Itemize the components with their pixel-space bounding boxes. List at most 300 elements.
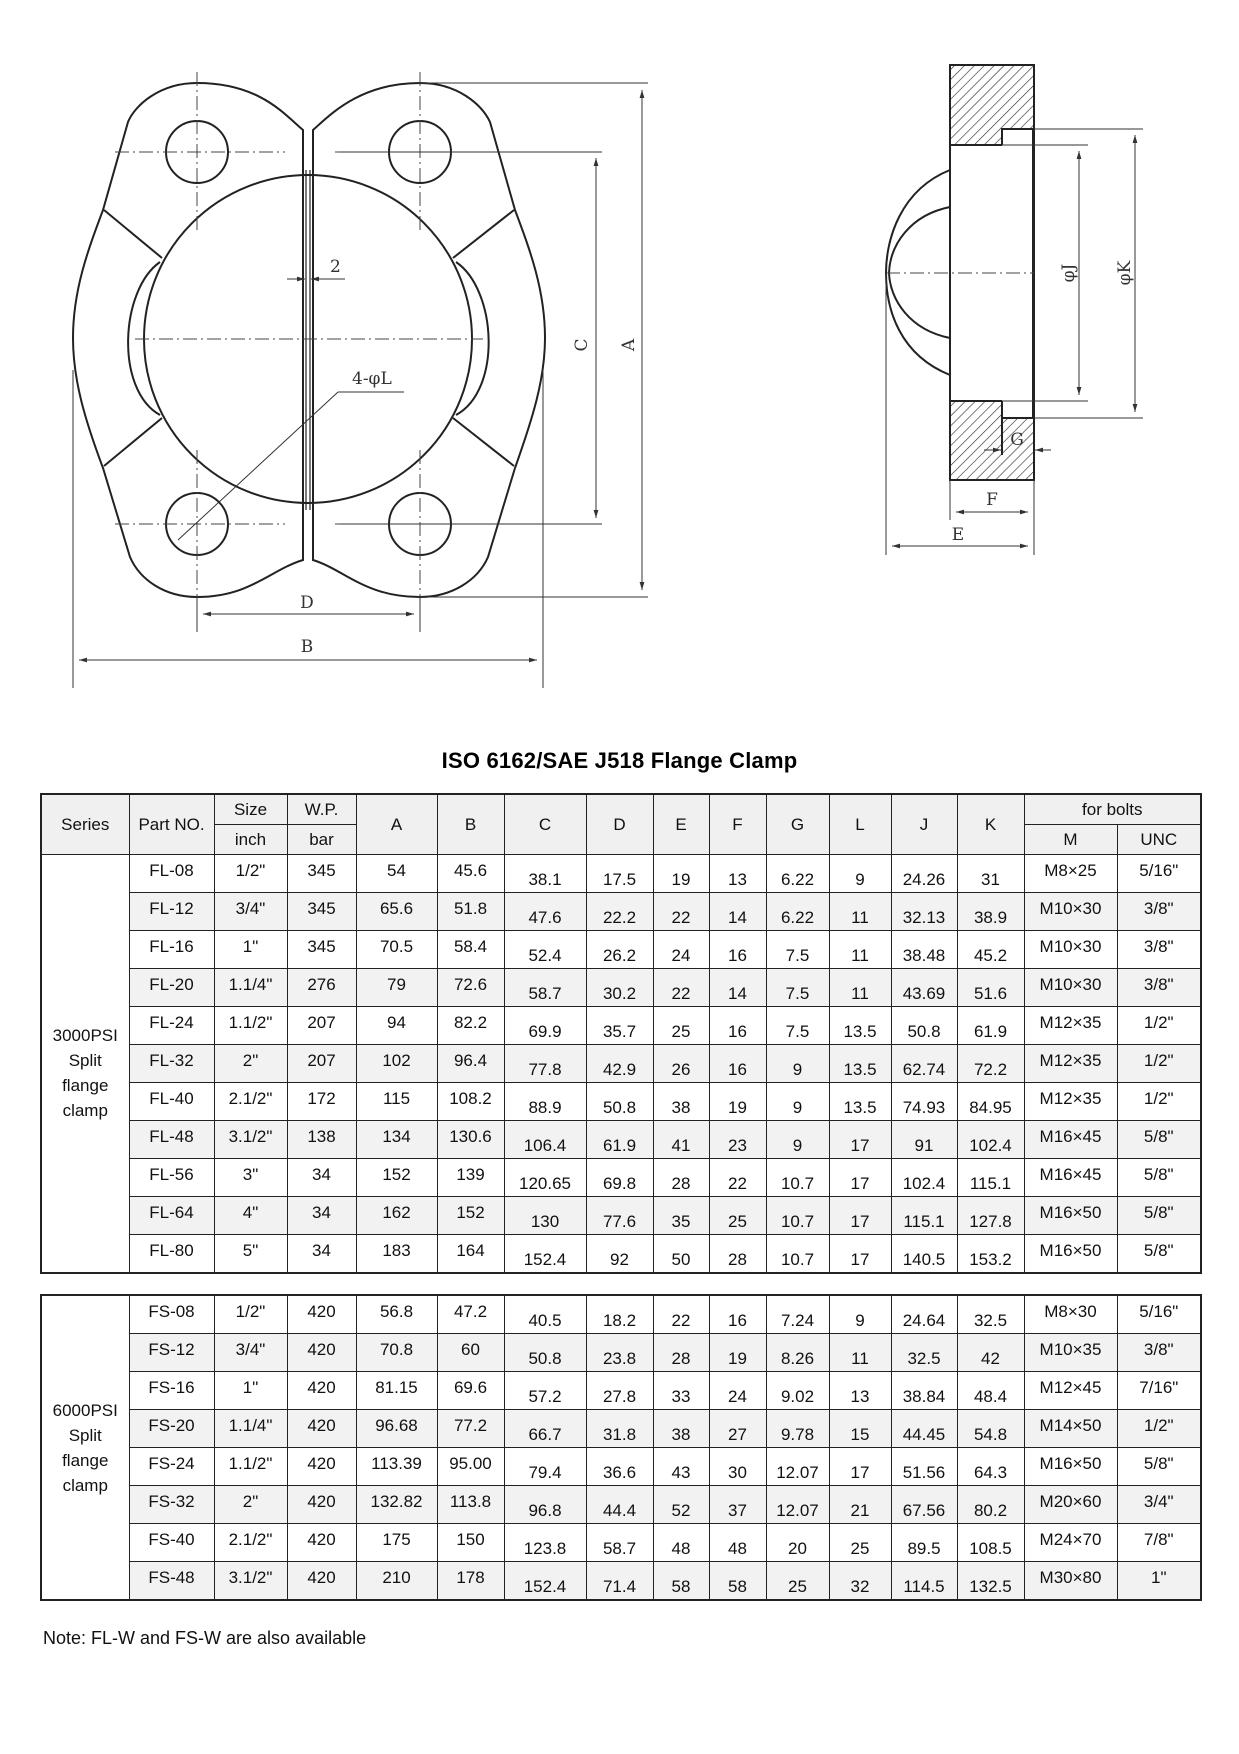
cell-value: 420 bbox=[307, 1415, 336, 1435]
cell-dim-b bbox=[437, 1197, 504, 1235]
cell-value: 17 bbox=[850, 1173, 870, 1193]
cell-value: 178 bbox=[456, 1567, 485, 1587]
cell-bolt-unc bbox=[1117, 1083, 1201, 1121]
cell-value: 276 bbox=[307, 974, 336, 994]
cell-dim-b bbox=[437, 1121, 504, 1159]
cell-value: 32.5 bbox=[973, 1310, 1008, 1330]
cell-value: 9 bbox=[855, 869, 865, 889]
cell-value: M16×50 bbox=[1039, 1240, 1102, 1260]
cell-dim-j bbox=[891, 969, 957, 1007]
cell-bolt-unc bbox=[1117, 1045, 1201, 1083]
cell-value: 38.48 bbox=[902, 945, 946, 965]
cell-value: FS-12 bbox=[148, 1339, 195, 1359]
cell-dim-b bbox=[437, 931, 504, 969]
cell-value: 50.8 bbox=[528, 1348, 562, 1368]
cell-value: 33 bbox=[671, 1386, 691, 1406]
cell-dim-j bbox=[891, 1448, 957, 1486]
table-row bbox=[41, 1372, 1201, 1410]
cell-dim-c bbox=[504, 855, 586, 893]
header-l: L bbox=[829, 794, 891, 855]
cell-value: 115.1 bbox=[969, 1173, 1012, 1193]
cell-value: 114.5 bbox=[903, 1576, 945, 1596]
cell-dim-d bbox=[586, 855, 653, 893]
cell-dim-k bbox=[957, 1007, 1024, 1045]
cell-dim-a bbox=[356, 1045, 437, 1083]
cell-value: 7/8" bbox=[1143, 1529, 1174, 1549]
cell-dim-e bbox=[653, 1007, 709, 1045]
cell-size bbox=[214, 1486, 287, 1524]
header-f: F bbox=[709, 794, 766, 855]
cell-dim-g bbox=[766, 1372, 829, 1410]
cell-dim-d bbox=[586, 1083, 653, 1121]
cell-dim-b bbox=[437, 1334, 504, 1372]
cell-dim-e bbox=[653, 1159, 709, 1197]
cell-dim-a bbox=[356, 1007, 437, 1045]
table-row bbox=[41, 1334, 1201, 1372]
series-label-line: flange bbox=[62, 1075, 109, 1095]
cell-value: 152 bbox=[382, 1164, 411, 1184]
cell-value: M14×50 bbox=[1039, 1415, 1102, 1435]
cell-value: 9 bbox=[855, 1310, 865, 1330]
cell-value: 60 bbox=[461, 1339, 480, 1359]
cell-value: 420 bbox=[307, 1453, 336, 1473]
table-row bbox=[41, 1197, 1201, 1235]
cell-value: 1.1/4" bbox=[228, 1415, 273, 1435]
header-j: J bbox=[891, 794, 957, 855]
cell-bolt-unc bbox=[1117, 1562, 1201, 1601]
cell-dim-c bbox=[504, 1007, 586, 1045]
cell-dim-a bbox=[356, 1121, 437, 1159]
cell-dim-k bbox=[957, 1045, 1024, 1083]
cell-value: 22.2 bbox=[602, 907, 637, 927]
cell-dim-e bbox=[653, 1121, 709, 1159]
cell-dim-l bbox=[829, 1410, 891, 1448]
cell-value: 74.93 bbox=[902, 1097, 946, 1117]
cell-dim-b bbox=[437, 969, 504, 1007]
cell-value: 50.8 bbox=[907, 1021, 941, 1041]
cell-dim-e bbox=[653, 1562, 709, 1601]
cell-value: 25 bbox=[850, 1538, 870, 1558]
cell-dim-f bbox=[709, 1410, 766, 1448]
cell-value: 32.5 bbox=[907, 1348, 941, 1368]
cell-value: 30 bbox=[728, 1462, 747, 1482]
cell-value: FS-20 bbox=[148, 1415, 195, 1435]
cell-bolt-m bbox=[1024, 1083, 1117, 1121]
cell-value: M8×30 bbox=[1044, 1301, 1097, 1321]
cell-value: 23 bbox=[728, 1135, 747, 1155]
cell-value: 8.26 bbox=[780, 1348, 815, 1368]
cell-value: 88.9 bbox=[528, 1097, 562, 1117]
cell-part-no bbox=[129, 1295, 214, 1334]
dimension-j-label: φJ bbox=[1059, 263, 1079, 283]
cell-dim-j bbox=[891, 1197, 957, 1235]
cell-dim-j bbox=[891, 1334, 957, 1372]
series-label-line: 3000PSI bbox=[52, 1025, 118, 1045]
cell-value: 66.7 bbox=[528, 1424, 562, 1444]
cell-dim-j bbox=[891, 1562, 957, 1601]
cell-value: 172 bbox=[307, 1088, 336, 1108]
cell-value: 43.69 bbox=[902, 983, 946, 1003]
cell-bolt-m bbox=[1024, 1372, 1117, 1410]
cell-value: 14 bbox=[728, 983, 747, 1003]
series-label-line: flange bbox=[62, 1450, 109, 1470]
cell-bolt-m bbox=[1024, 931, 1117, 969]
cell-value: FS-16 bbox=[148, 1377, 195, 1397]
cell-dim-f bbox=[709, 1524, 766, 1562]
table-row bbox=[41, 893, 1201, 931]
cell-value: 58.4 bbox=[453, 936, 488, 956]
cell-value: 6.22 bbox=[780, 907, 815, 927]
cell-dim-f bbox=[709, 1007, 766, 1045]
cell-dim-j bbox=[891, 1235, 957, 1274]
cell-part-no bbox=[129, 1121, 214, 1159]
cell-value: 52 bbox=[671, 1500, 691, 1520]
cell-value: 102.4 bbox=[969, 1135, 1012, 1155]
cell-value: 5/8" bbox=[1143, 1126, 1174, 1146]
cell-value: 420 bbox=[307, 1529, 336, 1549]
cell-dim-d bbox=[586, 893, 653, 931]
cell-dim-d bbox=[586, 931, 653, 969]
cell-value: 50 bbox=[671, 1249, 691, 1269]
cell-value: FL-12 bbox=[149, 898, 194, 918]
cell-value: 34 bbox=[312, 1164, 331, 1184]
cell-wp bbox=[287, 1562, 356, 1601]
cell-value: 134 bbox=[382, 1126, 411, 1146]
table-row bbox=[41, 1121, 1201, 1159]
cell-dim-d bbox=[586, 1410, 653, 1448]
cell-wp bbox=[287, 969, 356, 1007]
cell-value: 130.6 bbox=[449, 1126, 492, 1146]
cell-value: FS-48 bbox=[148, 1567, 195, 1587]
cell-value: 3/8" bbox=[1143, 936, 1174, 956]
cell-dim-l bbox=[829, 1007, 891, 1045]
cell-value: 17 bbox=[850, 1462, 870, 1482]
cell-bolt-unc bbox=[1117, 893, 1201, 931]
cell-value: M16×45 bbox=[1039, 1126, 1102, 1146]
cell-value: 345 bbox=[307, 898, 336, 918]
dimension-c-label: C bbox=[572, 338, 592, 352]
cell-dim-d bbox=[586, 1334, 653, 1372]
header-part-no: Part NO. bbox=[129, 794, 214, 855]
cell-value: 22 bbox=[671, 983, 691, 1003]
series-label-line: clamp bbox=[62, 1100, 108, 1120]
cell-value: 44.4 bbox=[602, 1500, 637, 1520]
cell-wp bbox=[287, 1045, 356, 1083]
cell-dim-l bbox=[829, 1295, 891, 1334]
cell-dim-k bbox=[957, 931, 1024, 969]
cell-value: 25 bbox=[671, 1021, 691, 1041]
cell-dim-g bbox=[766, 1524, 829, 1562]
cell-value: 38.84 bbox=[902, 1386, 946, 1406]
cell-value: 84.95 bbox=[969, 1097, 1012, 1117]
cell-value: 23.8 bbox=[602, 1348, 637, 1368]
cell-dim-j bbox=[891, 1486, 957, 1524]
cell-dim-b bbox=[437, 1524, 504, 1562]
cell-value: 1" bbox=[1151, 1567, 1167, 1587]
cell-value: 13.5 bbox=[843, 1021, 877, 1041]
cell-value: 4" bbox=[242, 1202, 259, 1222]
cell-value: 51.56 bbox=[902, 1462, 946, 1482]
cell-value: 64.3 bbox=[973, 1462, 1008, 1482]
cell-value: 22 bbox=[671, 1310, 691, 1330]
cell-value: 54 bbox=[387, 860, 406, 880]
cell-value: 77.8 bbox=[528, 1059, 562, 1079]
cell-part-no bbox=[129, 855, 214, 893]
cell-dim-d bbox=[586, 1524, 653, 1562]
cell-dim-l bbox=[829, 1448, 891, 1486]
cell-wp bbox=[287, 1295, 356, 1334]
cell-value: 69.6 bbox=[453, 1377, 488, 1397]
cell-value: 3/8" bbox=[1143, 898, 1174, 918]
cell-value: 2" bbox=[242, 1491, 259, 1511]
header-wp-unit: bar bbox=[287, 825, 356, 855]
cell-value: 34 bbox=[312, 1240, 331, 1260]
cell-bolt-unc bbox=[1117, 1334, 1201, 1372]
cell-dim-e bbox=[653, 1235, 709, 1274]
cell-value: 52.4 bbox=[528, 945, 562, 965]
header-series: Series bbox=[41, 794, 129, 855]
cell-wp bbox=[287, 1197, 356, 1235]
cell-value: 106.4 bbox=[523, 1135, 567, 1155]
cell-value: 1.1/4" bbox=[228, 974, 273, 994]
cell-dim-a bbox=[356, 1334, 437, 1372]
cell-dim-e bbox=[653, 855, 709, 893]
cell-value: 22 bbox=[671, 907, 691, 927]
cell-wp bbox=[287, 1372, 356, 1410]
cell-dim-a bbox=[356, 855, 437, 893]
cell-value: 26.2 bbox=[602, 945, 637, 965]
cell-part-no bbox=[129, 1372, 214, 1410]
cell-dim-c bbox=[504, 1448, 586, 1486]
cell-value: 32 bbox=[850, 1576, 870, 1596]
cell-dim-l bbox=[829, 1562, 891, 1601]
cell-dim-j bbox=[891, 1159, 957, 1197]
cell-dim-j bbox=[891, 1524, 957, 1562]
cell-wp bbox=[287, 1235, 356, 1274]
cell-part-no bbox=[129, 1045, 214, 1083]
cell-wp bbox=[287, 855, 356, 893]
cell-value: 1" bbox=[242, 1377, 259, 1397]
cell-dim-g bbox=[766, 1159, 829, 1197]
cell-size bbox=[214, 893, 287, 931]
cell-dim-g bbox=[766, 931, 829, 969]
cell-value: 13.5 bbox=[843, 1097, 877, 1117]
cell-bolt-m bbox=[1024, 1562, 1117, 1601]
cell-wp bbox=[287, 1083, 356, 1121]
cell-value: 11 bbox=[851, 983, 869, 1003]
cell-value: 123.8 bbox=[523, 1538, 567, 1558]
cell-value: 9 bbox=[792, 1135, 803, 1155]
cell-dim-a bbox=[356, 1159, 437, 1197]
cell-value: M12×35 bbox=[1039, 1012, 1102, 1032]
cell-value: 1" bbox=[242, 936, 259, 956]
cell-dim-j bbox=[891, 1410, 957, 1448]
header-d: D bbox=[586, 794, 653, 855]
cell-value: 58 bbox=[671, 1576, 691, 1596]
cell-bolt-unc bbox=[1117, 931, 1201, 969]
cell-dim-f bbox=[709, 1235, 766, 1274]
cell-value: 61.9 bbox=[973, 1021, 1008, 1041]
cell-bolt-m bbox=[1024, 969, 1117, 1007]
cell-value: 9 bbox=[792, 1097, 803, 1117]
cell-value: FS-08 bbox=[148, 1301, 195, 1321]
cell-value: 28 bbox=[671, 1348, 691, 1368]
cell-value: 19 bbox=[728, 1348, 747, 1368]
cell-value: 3.1/2" bbox=[228, 1567, 273, 1587]
series-label-line: clamp bbox=[62, 1475, 108, 1495]
cell-value: 19 bbox=[728, 1097, 747, 1117]
cell-value: 152 bbox=[456, 1202, 485, 1222]
cell-value: 108.2 bbox=[449, 1088, 492, 1108]
cell-wp bbox=[287, 1007, 356, 1045]
cell-dim-k bbox=[957, 1524, 1024, 1562]
cell-dim-b bbox=[437, 893, 504, 931]
cell-value: 44.45 bbox=[902, 1424, 946, 1444]
cell-wp bbox=[287, 1334, 356, 1372]
cell-value: 3/4" bbox=[235, 1339, 266, 1359]
cell-value: 130 bbox=[530, 1211, 560, 1231]
cell-value: 164 bbox=[456, 1240, 485, 1260]
dimension-e-label: E bbox=[951, 525, 965, 545]
cell-value: FL-48 bbox=[149, 1126, 194, 1146]
cell-dim-l bbox=[829, 855, 891, 893]
cell-value: 28 bbox=[728, 1249, 747, 1269]
cell-value: 27.8 bbox=[602, 1386, 637, 1406]
cell-value: 25 bbox=[788, 1576, 807, 1596]
cell-value: 20 bbox=[788, 1538, 807, 1558]
cell-dim-c bbox=[504, 893, 586, 931]
cell-dim-j bbox=[891, 1121, 957, 1159]
cell-value: 7.24 bbox=[780, 1310, 815, 1330]
header-size: Size bbox=[214, 794, 287, 825]
cell-value: 22 bbox=[728, 1173, 747, 1193]
cell-value: 96.68 bbox=[375, 1415, 418, 1435]
cell-part-no bbox=[129, 1562, 214, 1601]
cell-bolt-m bbox=[1024, 855, 1117, 893]
cell-value: 51.6 bbox=[973, 983, 1008, 1003]
cell-value: 62.74 bbox=[902, 1059, 946, 1079]
cell-value: 17 bbox=[850, 1249, 870, 1269]
cell-value: M10×30 bbox=[1039, 936, 1102, 956]
cell-wp bbox=[287, 1159, 356, 1197]
cell-value: 15 bbox=[850, 1424, 870, 1444]
cell-value: 14 bbox=[728, 907, 747, 927]
cell-value: 69.9 bbox=[528, 1021, 562, 1041]
cell-value: 113.8 bbox=[449, 1491, 492, 1511]
cell-dim-c bbox=[504, 1121, 586, 1159]
cell-value: 102.4 bbox=[902, 1173, 946, 1193]
cell-value: 1/2" bbox=[1143, 1088, 1174, 1108]
cell-dim-a bbox=[356, 1524, 437, 1562]
cell-value: 2" bbox=[242, 1050, 259, 1070]
cell-value: 42.9 bbox=[602, 1059, 637, 1079]
cell-wp bbox=[287, 1410, 356, 1448]
cell-wp bbox=[287, 1524, 356, 1562]
cell-bolt-unc bbox=[1117, 1007, 1201, 1045]
cell-value: 69.8 bbox=[602, 1173, 637, 1193]
cell-dim-g bbox=[766, 1562, 829, 1601]
cell-value: 77.2 bbox=[453, 1415, 488, 1435]
cell-dim-j bbox=[891, 1372, 957, 1410]
header-for-bolts: for bolts bbox=[1024, 794, 1201, 825]
cell-dim-k bbox=[957, 1448, 1024, 1486]
cell-dim-a bbox=[356, 1372, 437, 1410]
cell-dim-b bbox=[437, 1159, 504, 1197]
cell-bolt-m bbox=[1024, 1197, 1117, 1235]
table-row bbox=[41, 1159, 1201, 1197]
cell-dim-c bbox=[504, 1562, 586, 1601]
cell-value: 17 bbox=[850, 1135, 870, 1155]
cell-value: 95.00 bbox=[449, 1453, 492, 1473]
cell-value: M8×25 bbox=[1044, 860, 1097, 880]
dimension-f-label: F bbox=[986, 490, 998, 510]
cell-dim-g bbox=[766, 1235, 829, 1274]
cell-dim-d bbox=[586, 1486, 653, 1524]
cell-value: 45.2 bbox=[973, 945, 1008, 965]
cell-value: 10.7 bbox=[780, 1173, 815, 1193]
cell-dim-b bbox=[437, 1007, 504, 1045]
cell-part-no bbox=[129, 1524, 214, 1562]
cell-dim-a bbox=[356, 1235, 437, 1274]
cell-value: 1/2" bbox=[1143, 1415, 1174, 1435]
cell-value: 108.5 bbox=[969, 1538, 1012, 1558]
cell-value: 26 bbox=[671, 1059, 691, 1079]
cell-value: 58 bbox=[728, 1576, 747, 1596]
cell-dim-k bbox=[957, 1334, 1024, 1372]
cell-value: 420 bbox=[307, 1339, 336, 1359]
cell-value: FL-40 bbox=[149, 1088, 194, 1108]
dimension-k-label: φK bbox=[1115, 260, 1135, 286]
table-row bbox=[41, 1486, 1201, 1524]
cell-dim-c bbox=[504, 1045, 586, 1083]
cell-dim-b bbox=[437, 1410, 504, 1448]
cell-value: 58.7 bbox=[602, 1538, 637, 1558]
cell-dim-l bbox=[829, 1524, 891, 1562]
cell-dim-f bbox=[709, 1083, 766, 1121]
cell-size bbox=[214, 1121, 287, 1159]
cell-value: 7.5 bbox=[785, 945, 810, 965]
cell-value: 2.1/2" bbox=[228, 1529, 273, 1549]
cell-value: 21 bbox=[850, 1500, 870, 1520]
cell-value: 102 bbox=[382, 1050, 411, 1070]
cell-value: 19 bbox=[671, 869, 691, 889]
cell-value: 41 bbox=[671, 1135, 691, 1155]
cell-dim-j bbox=[891, 893, 957, 931]
cell-size bbox=[214, 855, 287, 893]
cell-value: 183 bbox=[382, 1240, 411, 1260]
gap-dimension-label: 2 bbox=[330, 257, 341, 277]
cell-value: 9.78 bbox=[780, 1424, 815, 1444]
cell-value: 5" bbox=[242, 1240, 259, 1260]
cell-size bbox=[214, 1524, 287, 1562]
cell-dim-l bbox=[829, 1486, 891, 1524]
cell-value: FL-80 bbox=[149, 1240, 194, 1260]
cell-dim-d bbox=[586, 1121, 653, 1159]
cell-dim-e bbox=[653, 1524, 709, 1562]
cell-value: 54.8 bbox=[973, 1424, 1008, 1444]
cell-dim-l bbox=[829, 1197, 891, 1235]
cell-bolt-m bbox=[1024, 1524, 1117, 1562]
cell-value: 5/8" bbox=[1143, 1240, 1174, 1260]
cell-dim-k bbox=[957, 1235, 1024, 1274]
cell-value: 92 bbox=[610, 1249, 629, 1269]
cell-value: FS-24 bbox=[148, 1453, 195, 1473]
dimension-a-label: A bbox=[619, 338, 639, 352]
cell-value: 207 bbox=[307, 1012, 336, 1032]
cell-value: 25 bbox=[728, 1211, 747, 1231]
cell-bolt-unc bbox=[1117, 1524, 1201, 1562]
cell-dim-l bbox=[829, 969, 891, 1007]
